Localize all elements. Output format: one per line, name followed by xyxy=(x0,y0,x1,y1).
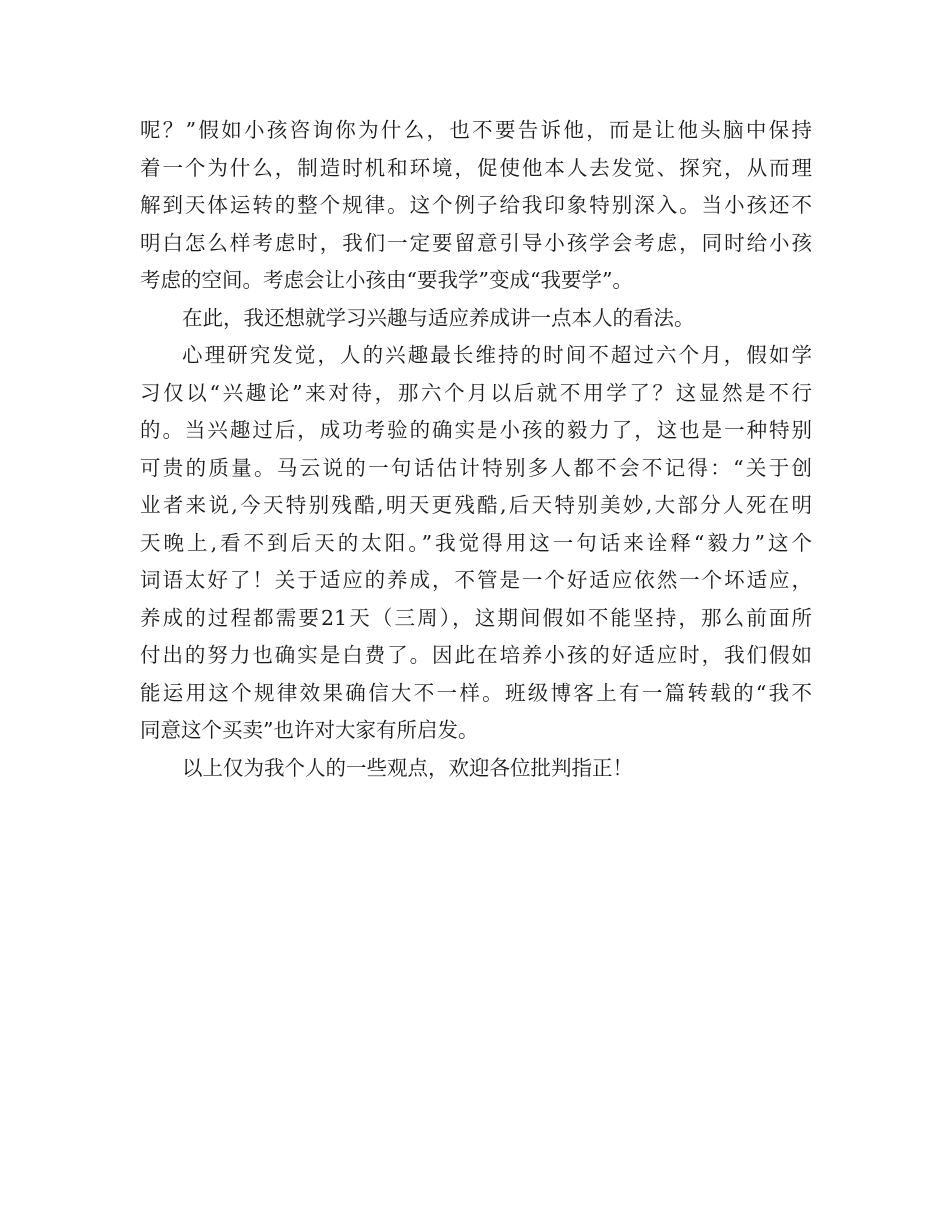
text-line: 付出的努力也确实是白费了。因此在培养小孩的好适应时，我们假如 xyxy=(140,643,812,667)
text-line: 天晚上,看不到后天的太阳。”我觉得用这一句话来诠释“毅力”这个 xyxy=(140,530,812,555)
text-line: 习仅以“兴趣论”来对待，那六个月以后就不用学了？这显然是不行 xyxy=(140,380,812,405)
text-line: 的。当兴趣过后，成功考验的确实是小孩的毅力了，这也是一种特别 xyxy=(140,418,812,442)
paragraph xyxy=(140,300,812,338)
document-body xyxy=(140,112,812,787)
text-line: 在此，我还想就学习兴趣与适应养成讲一点本人的看法。 xyxy=(182,305,695,330)
text-line: 同意这个买卖”也许对大家有所启发。 xyxy=(140,718,479,742)
text-line: 以上仅为我个人的一些观点，欢迎各位批判指正！ xyxy=(182,755,633,780)
paragraph xyxy=(140,750,812,788)
text-line: 心理研究发觉，人的兴趣最长维持的时间不超过六个月，假如学 xyxy=(182,343,812,367)
paragraph xyxy=(140,337,812,750)
text-line: 解到天体运转的整个规律。这个例子给我印象特别深入。当小孩还不 xyxy=(140,193,812,217)
text-line: 可贵的质量。马云说的一句话估计特别多人都不会不记得：“关于创 xyxy=(140,455,812,480)
text-line: 养成的过程都需要21天（三周），这期间假如不能坚持，那么前面所 xyxy=(140,605,812,630)
text-line: 业者来说,今天特别残酷,明天更残酷,后天特别美妙,大部分人死在明 xyxy=(140,493,812,517)
text-line: 能运用这个规律效果确信大不一样。班级博客上有一篇转载的“我不 xyxy=(140,680,812,705)
paragraph xyxy=(140,112,812,300)
text-line: 着一个为什么，制造时机和环境，促使他本人去发觉、探究，从而理 xyxy=(140,155,812,180)
text-line: 词语太好了！关于适应的养成，不管是一个好适应依然一个坏适应， xyxy=(140,568,812,592)
text-line: 呢？”假如小孩咨询你为什么，也不要告诉他，而是让他头脑中保持 xyxy=(140,118,812,142)
text-line: 明白怎么样考虑时，我们一定要留意引导小孩学会考虑，同时给小孩 xyxy=(140,230,812,255)
text-line: 考虑的空间。考虑会让小孩由“要我学”变成“我要学”。 xyxy=(140,268,633,292)
